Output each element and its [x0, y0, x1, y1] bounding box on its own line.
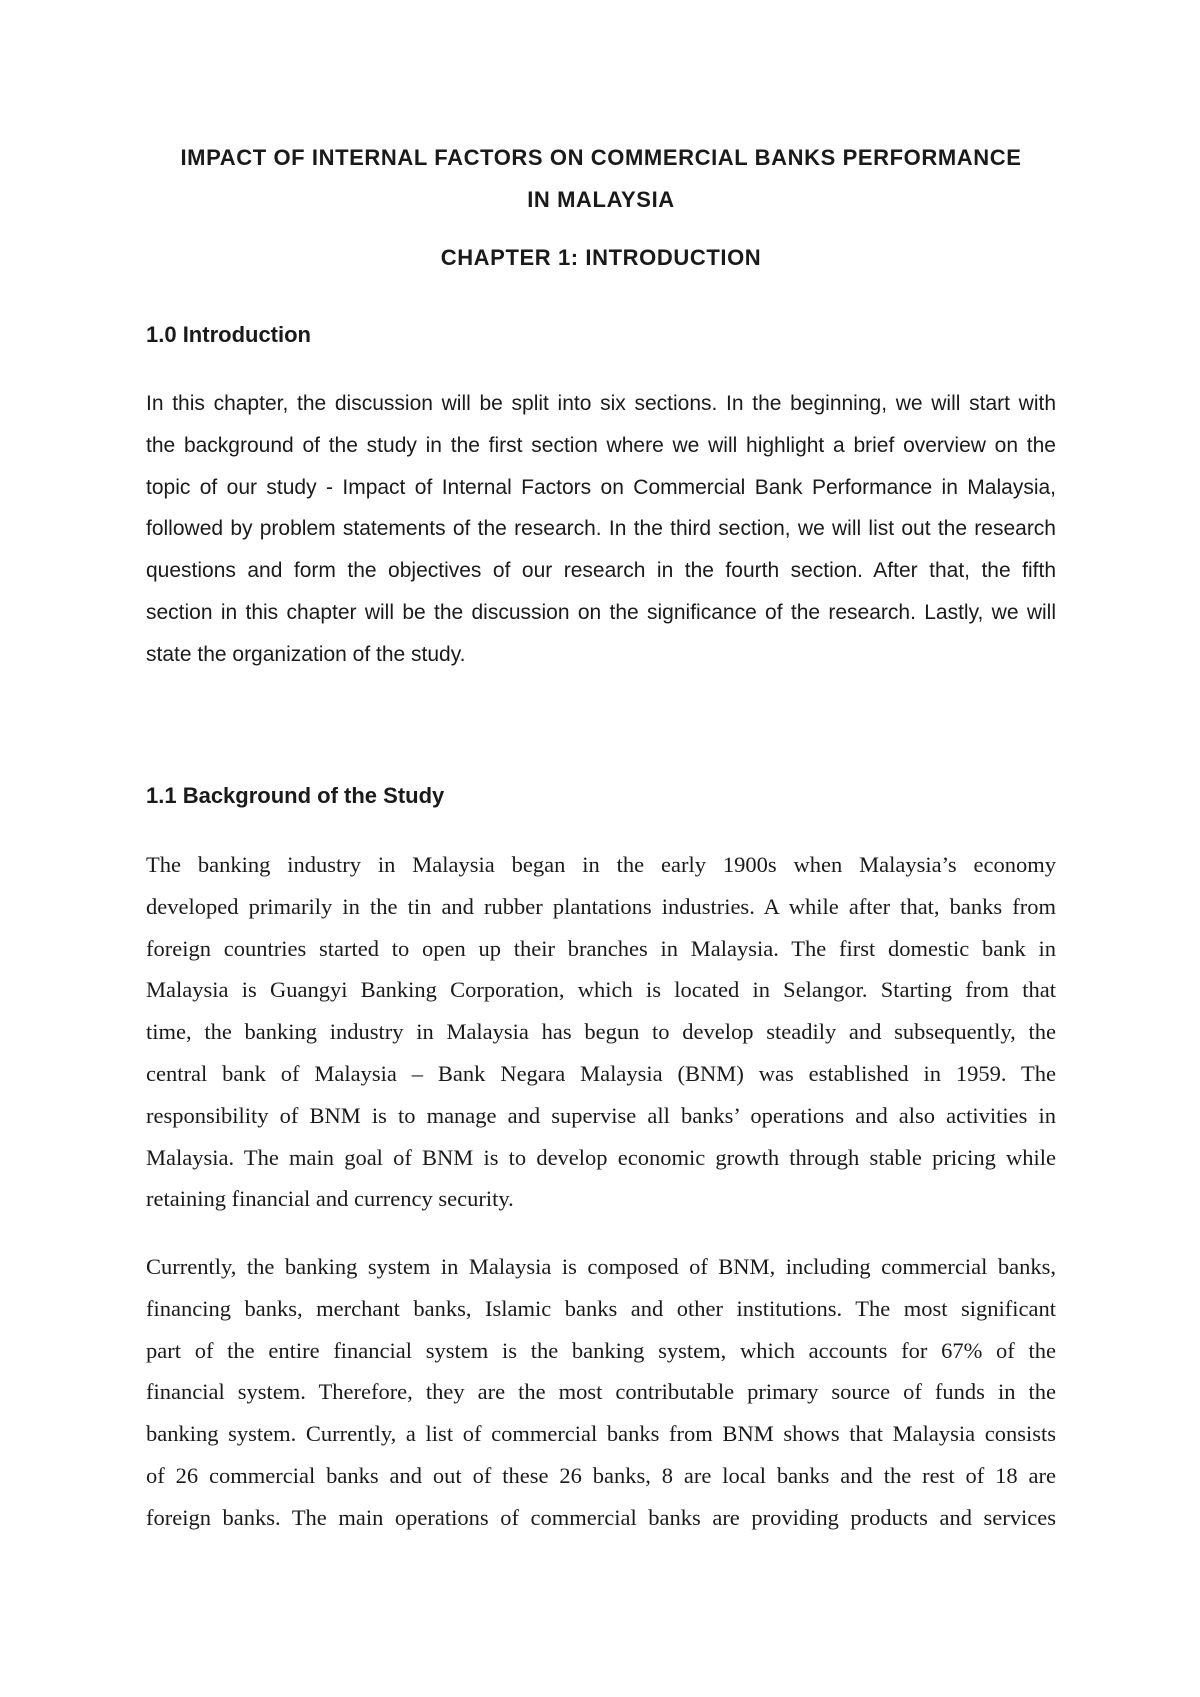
- paragraph-line: questions and form the objectives of our research in the fourth section. After that, the fifth: [146, 559, 1056, 583]
- chapter-heading: CHAPTER 1: INTRODUCTION: [440, 245, 762, 270]
- paragraph-line: state the organization of the study.: [146, 642, 466, 666]
- paragraph-line: banking system. Currently, a list of commercial banks from BNM shows that Malaysia consists: [146, 1421, 1056, 1447]
- paragraph-line: financing banks, merchant banks, Islamic banks and other institutions. The most significant: [146, 1295, 1056, 1321]
- paragraph-line: foreign countries started to open up their branches in Malaysia. The first domestic bank in: [146, 935, 1056, 961]
- paragraph-line: central bank of Malaysia – Bank Negara Malaysia (BNM) was established in 1959. The: [146, 1060, 1056, 1086]
- paragraph-line: foreign banks. The main operations of commercial banks are providing products and services: [146, 1504, 1056, 1530]
- paragraph-line: part of the entire financial system is the banking system, which accounts for 67% of the: [146, 1337, 1056, 1363]
- paragraph-line: section in this chapter will be the discussion on the significance of the research. Lastly, we will: [146, 600, 1056, 624]
- paragraph-line: the background of the study in the first section where we will highlight a brief overview on the: [146, 433, 1056, 457]
- paragraph-line: financial system. Therefore, they are the most contributable primary source of funds in the: [146, 1379, 1056, 1405]
- paragraph-line: topic of our study - Impact of Internal Factors on Commercial Bank Performance in Malaysia,: [146, 475, 1056, 499]
- paragraph-line: Malaysia. The main goal of BNM is to develop economic growth through stable pricing while: [146, 1144, 1056, 1170]
- paragraph-introduction: [146, 383, 1056, 676]
- paragraph-line: of 26 commercial banks and out of these 26 banks, 8 are local banks and the rest of 18 are: [146, 1462, 1056, 1488]
- paragraph-line: Currently, the banking system in Malaysia is composed of BNM, including commercial banks,: [146, 1254, 1056, 1279]
- paragraph-line: retaining financial and currency security.: [146, 1186, 514, 1212]
- document-title-line-1: IMPACT OF INTERNAL FACTORS ON COMMERCIAL BANKS PERFORMANCE: [180, 145, 1022, 170]
- paragraph-line: responsibility of BNM is to manage and supervise all banks’ operations and also activities in: [146, 1102, 1056, 1128]
- paragraph-background-banking-system: [146, 1246, 1056, 1539]
- section-heading-background: 1.1 Background of the Study: [146, 783, 445, 808]
- paragraph-line: time, the banking industry in Malaysia has begun to develop steadily and subsequently, the: [146, 1019, 1056, 1045]
- document-title-line-2: IN MALAYSIA: [527, 187, 675, 212]
- paragraph-line: The banking industry in Malaysia began in the early 1900s when Malaysia’s economy: [146, 852, 1056, 877]
- paragraph-background-history: [146, 844, 1056, 1220]
- paragraph-line: In this chapter, the discussion will be split into six sections. In the beginning, we will start with: [146, 392, 1056, 415]
- paragraph-line: developed primarily in the tin and rubber plantations industries. A while after that, banks from: [146, 893, 1056, 919]
- paragraph-line: followed by problem statements of the research. In the third section, we will list out the research: [146, 517, 1056, 541]
- paragraph-line: Malaysia is Guangyi Banking Corporation, which is located in Selangor. Starting from that: [146, 977, 1056, 1003]
- section-heading-introduction: 1.0 Introduction: [146, 322, 311, 347]
